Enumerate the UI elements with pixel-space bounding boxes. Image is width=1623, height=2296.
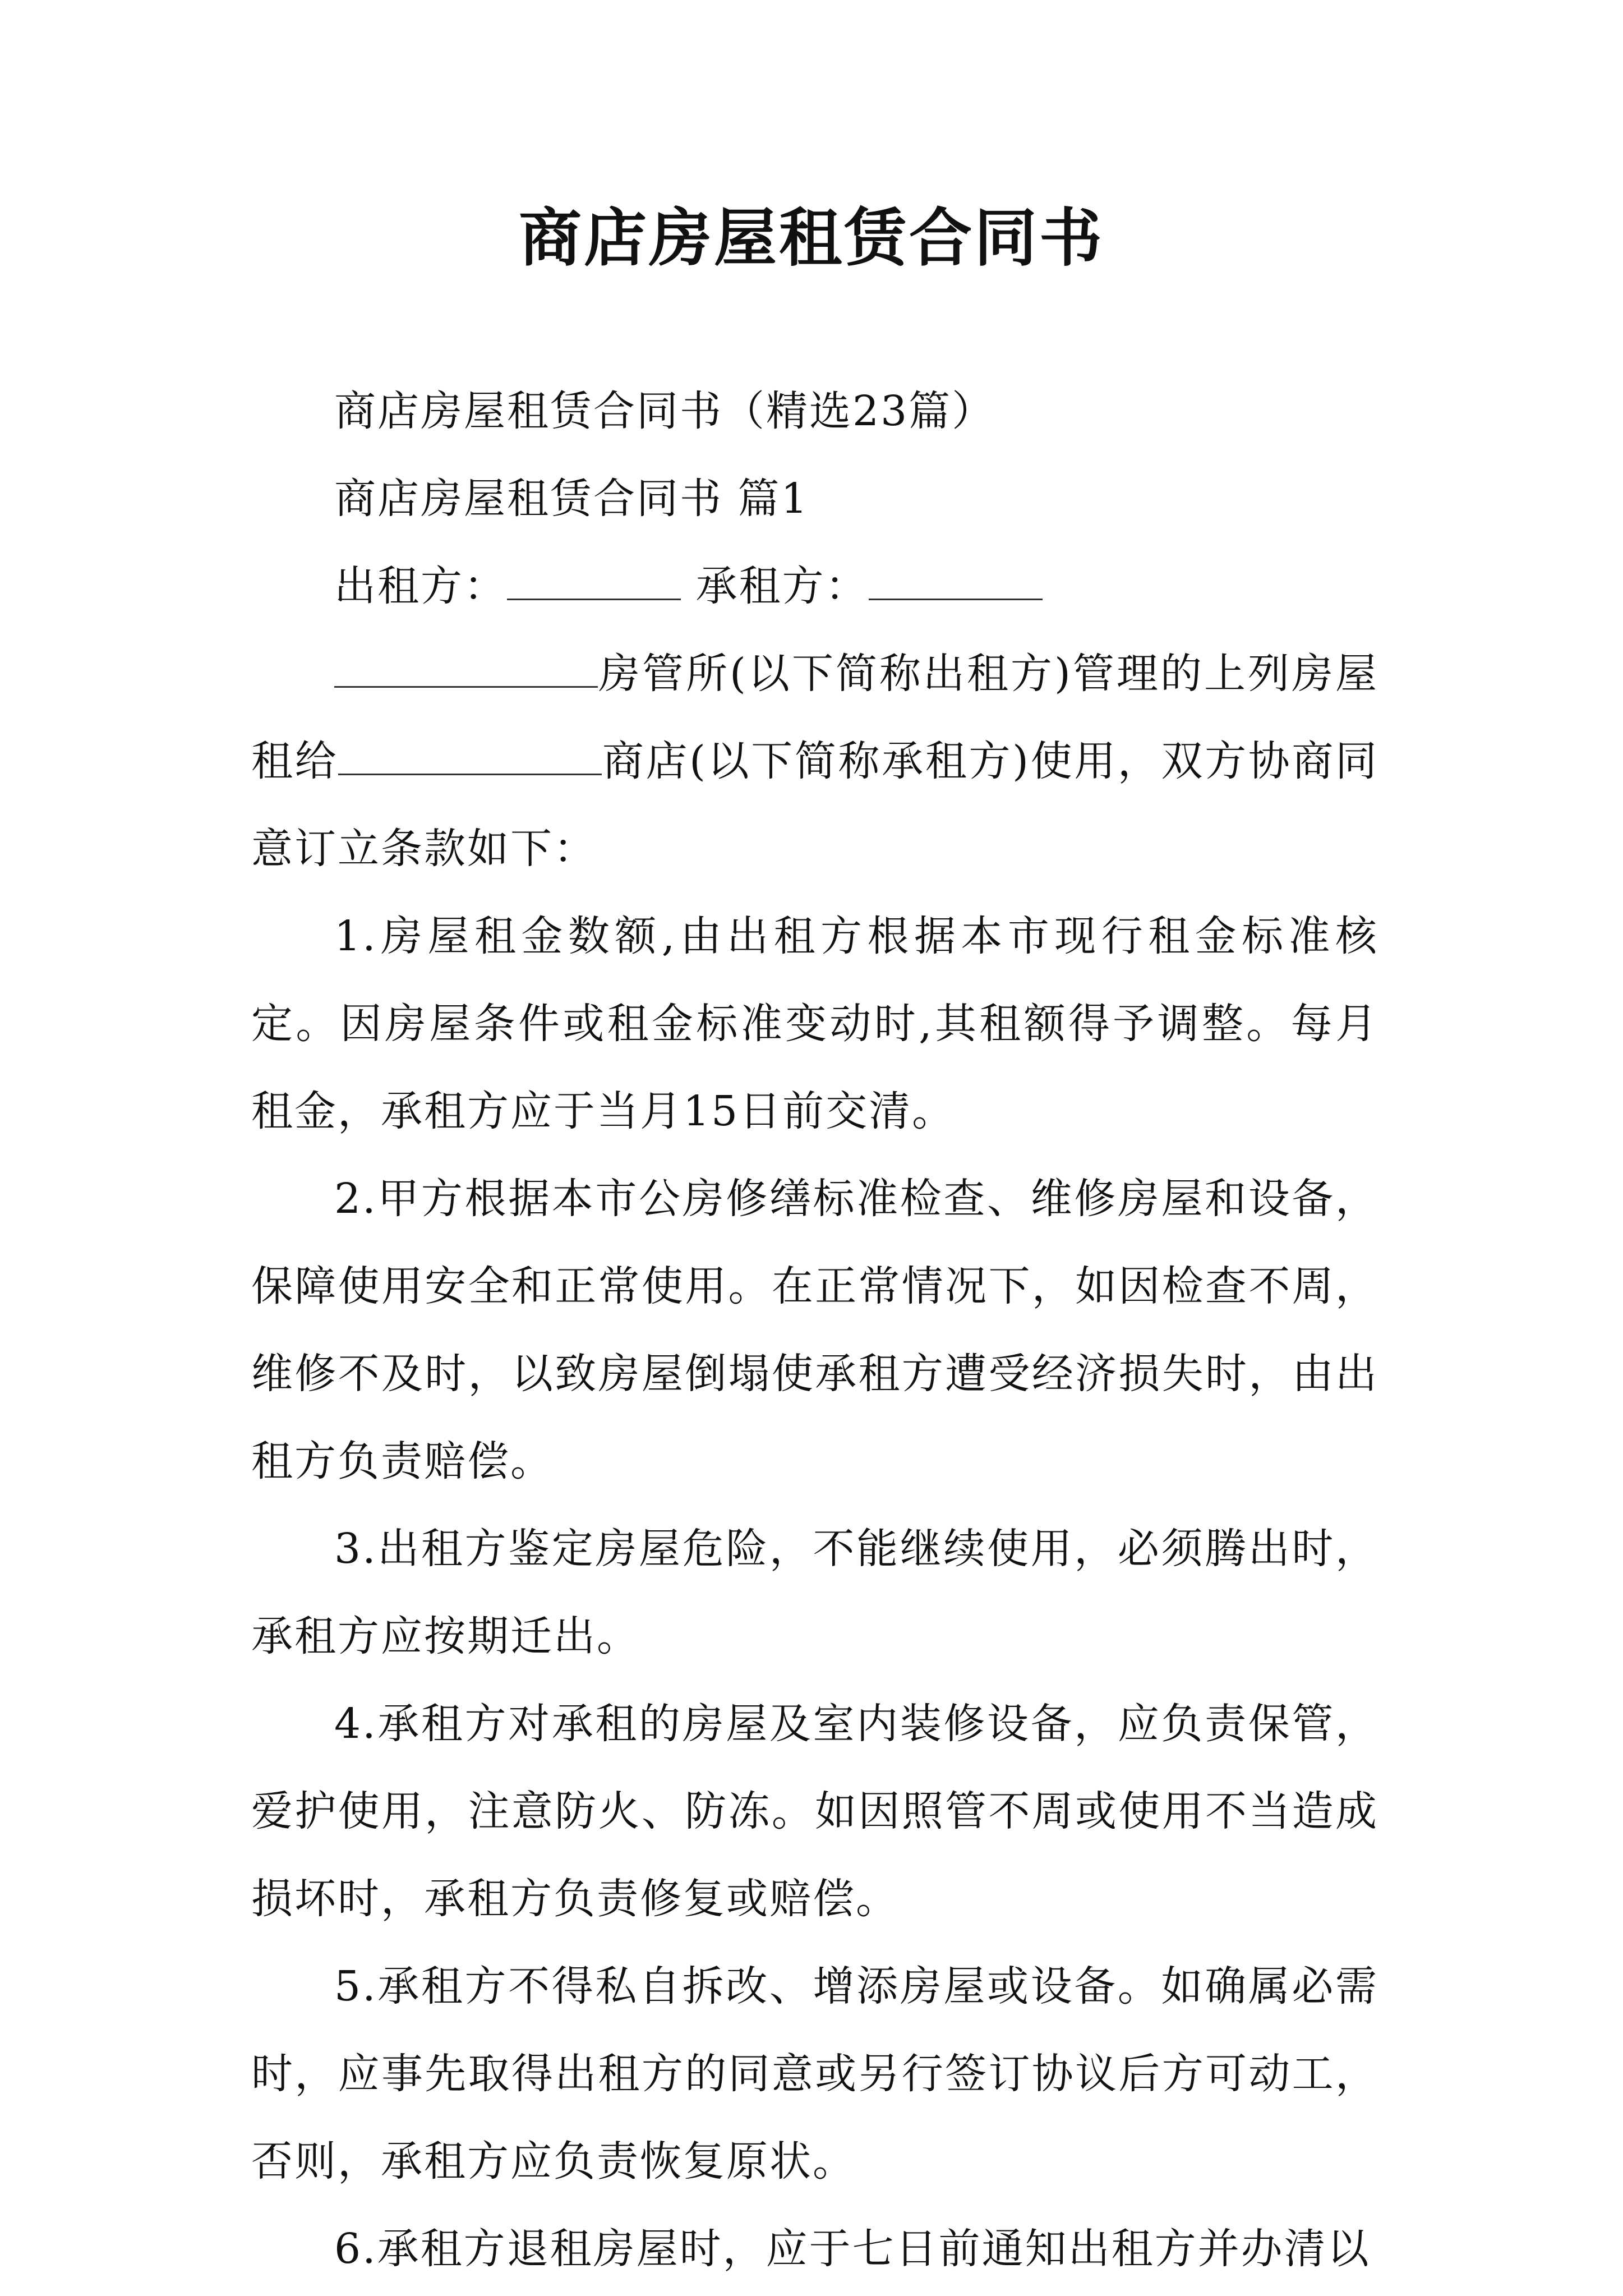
clause-6: 6.承租方退租房屋时，应于七日前通知出租方并办清以 xyxy=(334,2225,1371,2273)
document-title: 商店房屋租赁合同书 xyxy=(519,201,1104,275)
intro-part2: 商店(以下简称承租方)使用，双方协商同意订立条款如下： xyxy=(251,737,1378,873)
lessee-blank xyxy=(869,559,1043,600)
clause-4: 4.承租方对承租的房屋及室内装修设备，应负责保管，爱护使用，注意防火、防冻。如因照管不周或使用不当造成损坏时，承租方负责修复或赔偿。 xyxy=(251,1700,1378,1923)
section-heading: 商店房屋租赁合同书 篇1 xyxy=(334,475,809,523)
clause-5: 5.承租方不得私自拆改、增添房屋或设备。如确属必需时，应事先取得出租方的同意或另行签订协议后方可动工，否则，承租方应负责恢复原状。 xyxy=(251,1962,1378,2185)
lessor-blank xyxy=(507,559,681,600)
intro-paragraph xyxy=(251,630,1378,892)
document-body xyxy=(251,367,1378,2293)
parties-line xyxy=(251,542,1378,630)
store-name-blank xyxy=(338,734,602,775)
clause-1: 1.房屋租金数额,由出租方根据本市现行租金标准核定。因房屋条件或租金标准变动时,其租额得予调整。每月租金，承租方应于当月15日前交清。 xyxy=(251,912,1378,1135)
intro-part1: 房管所(以下简称出租方)管理的上列房屋租给 xyxy=(251,650,1378,785)
lessee-label: 承租方： xyxy=(695,562,869,610)
lessor-label: 出租方： xyxy=(334,562,507,610)
document-subtitle: 商店房屋租赁合同书（精选23篇） xyxy=(334,387,995,435)
management-office-blank xyxy=(334,647,598,688)
clause-2: 2.甲方根据本市公房修缮标准检查、维修房屋和设备，保障使用安全和正常使用。在正常情况下，如因检查不周，维修不及时，以致房屋倒塌使承租方遭受经济损失时，由出租方负责赔偿。 xyxy=(251,1175,1378,1485)
clause-3: 3.出租方鉴定房屋危险，不能继续使用，必须腾出时，承租方应按期迁出。 xyxy=(251,1525,1378,1660)
